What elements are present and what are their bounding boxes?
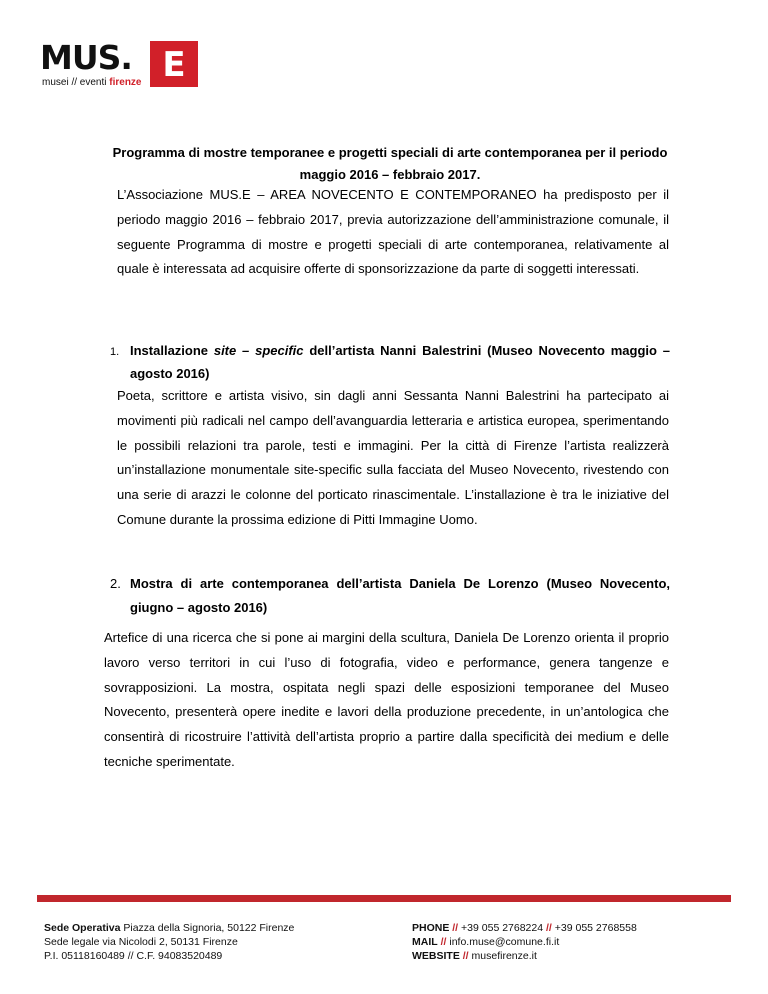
document-title: Programma di mostre temporanee e progetti speciali di arte contemporanea per il periodo maggio 2016 – febbraio 2017. [112, 145, 668, 182]
footer-address: Sede Operativa Piazza della Signoria, 50122 Firenze Sede legale via Nicolodi 2, 50131 Firenze P.I. 05118160489 // C.F. 94083520489 [44, 922, 295, 962]
section-1-number: 1. [110, 346, 120, 358]
footer-mail: MAIL // info.muse@comune.fi.it [412, 936, 560, 948]
footer-phone: PHONE // +39 055 2768224 // +39 055 2768558 [412, 922, 637, 934]
footer-website: WEBSITE // musefirenze.it [412, 950, 537, 962]
logo-wordmark: MUS. [40, 38, 132, 77]
footer-contacts [412, 921, 637, 963]
muse-logo [38, 40, 208, 92]
section-1-heading: 1. Installazione site – specific dell’artista Nanni Balestrini (Museo Novecento maggio – agosto 2016) [110, 343, 670, 381]
section-2-body: Artefice di una ricerca che si pone ai margini della scultura, Daniela De Lorenzo orienta il proprio lavoro verso territori in cui l’uso di fotografia, video e performance, genera tangenze e sovrapposizioni. La mostra, ospitata negli spazi delle esposizioni temporanee del Museo Novecento, presenterà opere inedite e lavori della produzione precedente, in un’antologica che consentirà di ricostruire l’attività dell’artista proprio a partire dalla specificità dei medium e delle tecniche sperimentate. [104, 630, 669, 769]
intro-paragraph: L’Associazione MUS.E – AREA NOVECENTO E CONTEMPORANEO ha predisposto per il periodo maggio 2016 – febbraio 2017, previa autorizzazione dell’amministrazione comunale, il seguente Programma di mostre e progetti speciali di arte contemporanea, relativamente al quale è interessata ad acquisire offerte di sponsorizzazione da parte di soggetti interessati. [117, 187, 669, 277]
section-2-number: 2. [110, 576, 121, 591]
website-link[interactable]: musefirenze.it [471, 950, 537, 962]
logo-tagline: musei // eventi firenze [42, 77, 142, 88]
mail-link[interactable]: info.muse@comune.fi.it [449, 936, 560, 948]
section-2-heading: 2. Mostra di arte contemporanea dell’artista Daniela De Lorenzo (Museo Novecento, giugno – agosto 2016) [110, 572, 670, 620]
logo-e-box: E [150, 41, 198, 87]
footer-divider [37, 895, 731, 902]
section-1-body: Poeta, scrittore e artista visivo, sin dagli anni Sessanta Nanni Balestrini ha partecipato ai movimenti più radicali nel campo dell’avanguardia letteraria e artistica europea, sperimentando le possibili relazioni tra parole, testi e immagini. Per la città di Firenze l’artista realizzerà un’installazione monumentale site-specific sulla facciata del Museo Novecento, rivestendo con una serie di arazzi le colonne del porticato rinascimentale. L’installazione è tra le iniziative del Comune durante la prossima edizione di Pitti Immagine Uomo. [117, 388, 669, 527]
